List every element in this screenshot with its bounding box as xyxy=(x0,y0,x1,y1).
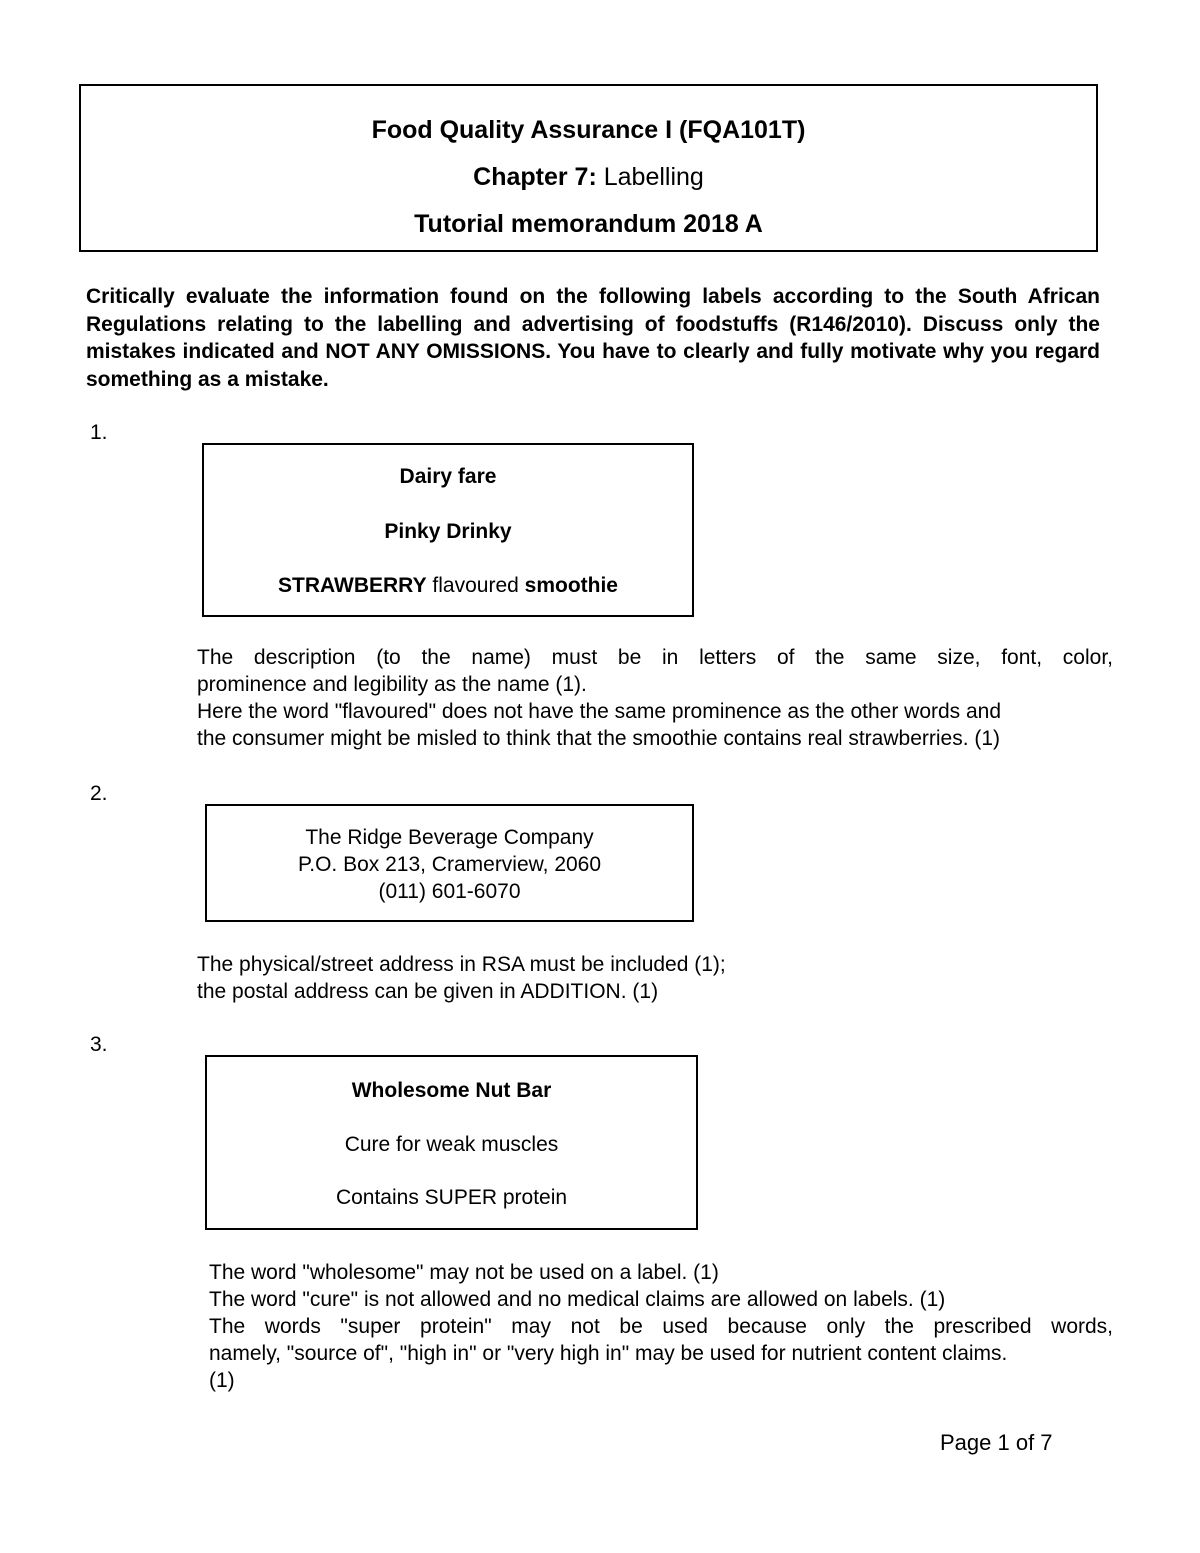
label-1-word-smoothie: smoothie xyxy=(524,574,618,597)
answer-1 xyxy=(197,644,1113,752)
answer-3-line-2: The word "cure" is not allowed and no medical claims are allowed on labels. (1) xyxy=(209,1288,946,1311)
answer-1-line-2: prominence and legibility as the name (1). xyxy=(197,673,587,696)
answer-2 xyxy=(197,951,1113,1005)
label-1-line-1: Dairy fare xyxy=(399,465,497,488)
answer-1-line-3: Here the word "flavoured" does not have the same prominence as the other words and xyxy=(197,700,1002,723)
answer-3-line-5: (1) xyxy=(209,1369,235,1392)
instructions: Critically evaluate the information found on the following labels according to the South African Regulations relating to the labelling and advertising of foodstuffs (R146/2010). Discuss only the mistakes indicated and NOT ANY OMISSIONS. You have to clearly and fully motivate why you regard something as a mistake. xyxy=(86,285,1100,391)
label-2-line-2: P.O. Box 213, Cramerview, 2060 xyxy=(297,853,602,876)
chapter-name: Labelling xyxy=(603,163,704,191)
answer-3-line-4: namely, "source of", "high in" or "very high in" may be used for nutrient content claims. xyxy=(209,1342,1008,1365)
course-title: Food Quality Assurance I (FQA101T) xyxy=(371,116,806,144)
chapter-title xyxy=(81,163,1096,192)
page-number: Page 1 of 7 xyxy=(940,1430,1053,1455)
label-1-word-flavoured: flavoured xyxy=(426,574,525,597)
answer-3-line-3: The words "super protein" may not be used because only the prescribed words, xyxy=(209,1315,1113,1338)
label-box-3 xyxy=(205,1055,698,1230)
title-box xyxy=(79,84,1098,252)
label-3-line-3: Contains SUPER protein xyxy=(335,1186,568,1209)
label-1-line-2: Pinky Drinky xyxy=(384,520,512,543)
answer-1-line-4: the consumer might be misled to think that the smoothie contains real strawberries. (1) xyxy=(197,727,1001,750)
label-2-line-1: The Ridge Beverage Company xyxy=(305,826,594,849)
answer-3-line-1: The word "wholesome" may not be used on a label. (1) xyxy=(209,1261,719,1284)
answer-2-line-2: the postal address can be given in ADDITION. (1) xyxy=(197,980,659,1003)
label-3-line-1: Wholesome Nut Bar xyxy=(351,1079,552,1102)
label-box-1 xyxy=(202,443,694,617)
label-1-word-strawberry: STRAWBERRY xyxy=(278,574,427,597)
chapter-prefix: Chapter 7: xyxy=(473,163,597,191)
label-1-line-3 xyxy=(204,574,692,598)
label-2-line-3: (011) 601-6070 xyxy=(378,880,521,903)
question-number-3: 3. xyxy=(90,1033,108,1056)
question-number-1: 1. xyxy=(90,421,108,444)
label-3-line-2: Cure for weak muscles xyxy=(344,1133,559,1156)
answer-3 xyxy=(209,1259,1113,1394)
memo-title: Tutorial memorandum 2018 A xyxy=(414,210,763,238)
label-box-2 xyxy=(205,804,694,922)
answer-2-line-1: The physical/street address in RSA must be included (1); xyxy=(197,953,726,976)
question-number-2: 2. xyxy=(90,782,108,805)
answer-1-line-1: The description (to the name) must be in letters of the same size, font, color, xyxy=(197,646,1113,669)
